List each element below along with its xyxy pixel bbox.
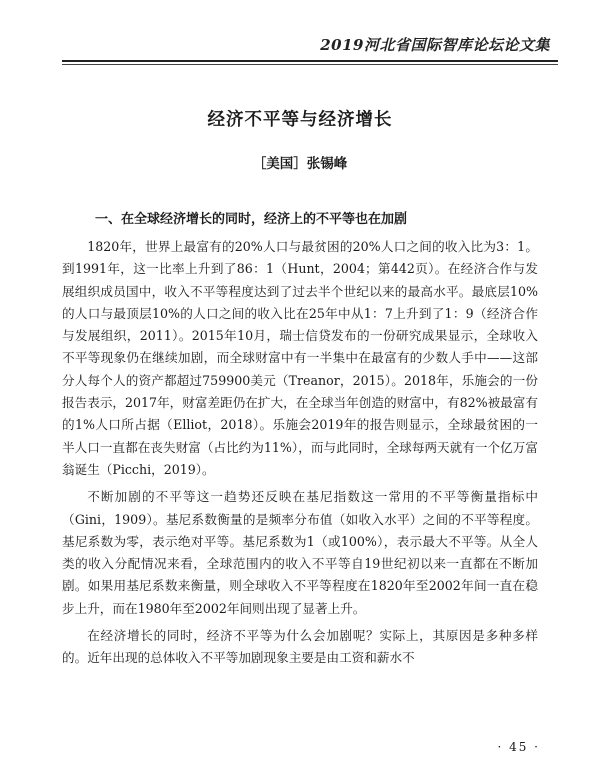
article-author: ［美国］张锡峰 [252, 156, 348, 172]
paragraph: 不断加剧的不平等这一趋势还反映在基尼指数这一常用的不平等衡量指标中（Gini，1909）。基尼系数衡量的是频率分布值（如收入水平）之间的不平等程度。基尼系数为零，表示绝对平等。基尼系数为1（或100%），表示最大不平等。从全人类的收入分配情况来看，全球范围内的收入不平等自19世纪初以来一直都在不断加剧。如果用基尼系数来衡量，则全球收入不平等程度在1820年至2002年间一直在稳步上升，而在1980年至2002年间则出现了显著上升。 [62, 489, 538, 616]
paragraph: 在经济增长的同时，经济不平等为什么会加剧呢？实际上，其原因是多种多样的。近年出现的总体收入不平等加剧现象主要是由工资和薪水不 [62, 628, 538, 666]
section-heading: 一、在全球经济增长的同时，经济上的不平等也在加剧 [95, 212, 408, 227]
page-number: · 45 · [497, 740, 540, 754]
running-header: 2019河北省国际智库论坛论文集 [320, 36, 550, 54]
paragraph: 1820年，世界上最富有的20%人口与最贫困的20%人口之间的收入比为3：1。到1991年，这一比率上升到了86：1（Hunt，2004；第442页）。在经济合作与发展组织成员国中，收入不平等程度达到了过去半个世纪以来的最高水平。最底层10%的人口与最顶层10%的人口之间的收入比在25年中从1：7上升到了1：9（经济合作与发展组织，2011）。2015年10月，瑞士信贷发布的一份研究成果显示，全球收入不平等现象仍在继续加剧，而全球财富中有一半集中在最富有的少数人手中——这部分人每个人的资产都超过759900美元（Treanor，2015）。2018年，乐施会的一份报告表示，2017年，财富差距仍在扩大，在全球当年创造的财富中，有82%被最富有的1%人口所占据（Elliot，2018）。乐施会2019年的报告则显示，全球最贫困的一半人口一直都在丧失财富（占比约为11%），而与此同时，全球每两天就有一个亿万富翁诞生（Picchi，2019）。 [62, 239, 538, 477]
article-body [62, 236, 538, 675]
header-rule-thin [62, 64, 558, 65]
header-rule [62, 60, 558, 62]
article-title: 经济不平等与经济增长 [207, 110, 393, 130]
